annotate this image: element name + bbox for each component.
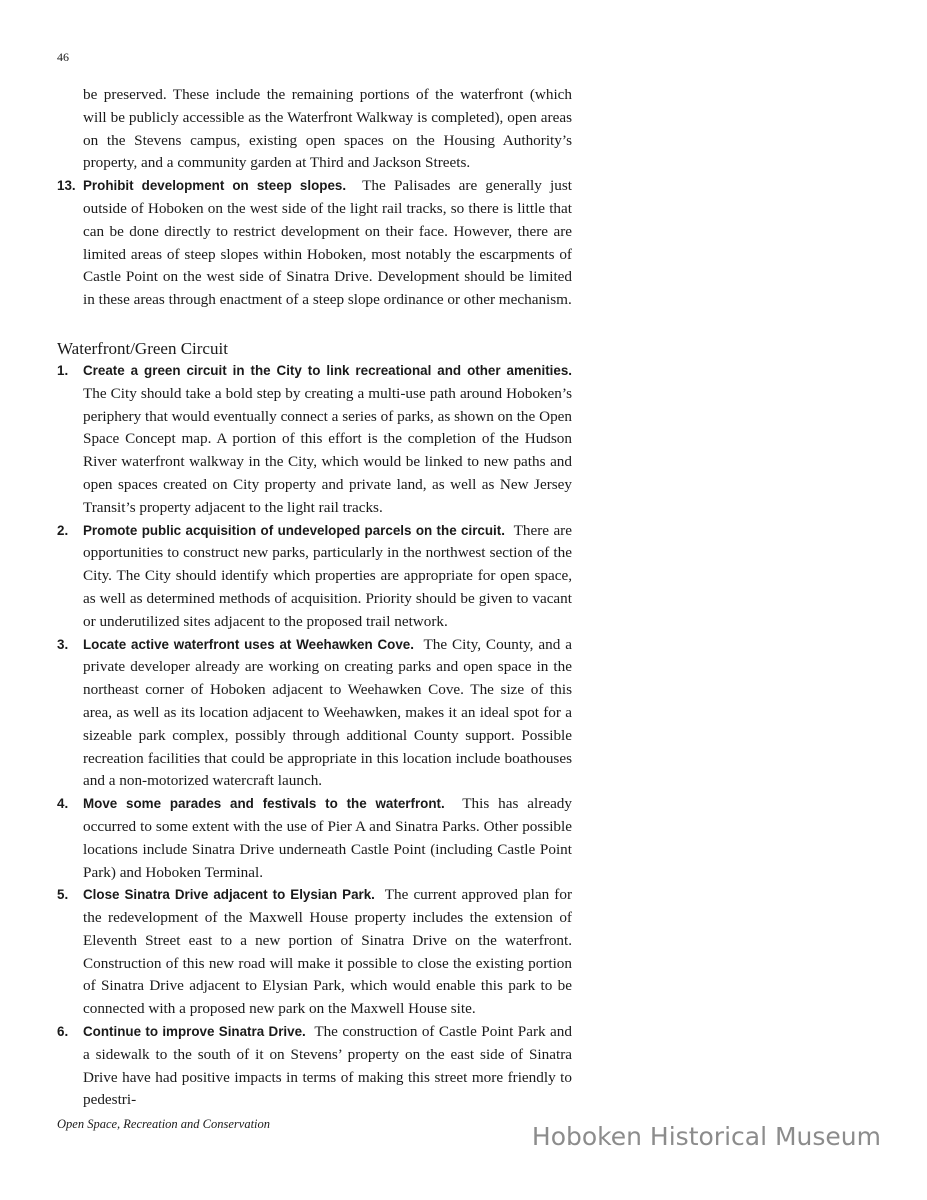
item-body: The City should take a bold step by creating a multi-use path around Hoboken’s periphery that would eventually connect a series of parks, as shown on the Open Space Concept map. A portion of this effort is the completion of the Hudson River waterfront walkway in the City, which would be linked to new paths and open spaces created on City property and private land, as well as New Jersey Transit’s property adjacent to the light rail tracks. [83,384,572,516]
item-body: There are opportunities to construct new parks, particularly in the northwest section of the City. The City should identify which properties are appropriate for open space, as well as determined methods of acquisition. Priority should be given to vacant or underutilized sites adjacent to the proposed trail network. [83,521,572,630]
list-item [57,634,572,794]
page-number: 46 [57,50,69,64]
item-number: 1. [57,362,69,378]
item-title: Promote public acquisition of undeveloped parcels on the circuit. [83,522,505,538]
item-title: Create a green circuit in the City to link recreational and other amenities. [83,362,572,378]
item-number: 3. [57,636,69,652]
watermark: Hoboken Historical Museum [531,1122,881,1151]
item-number: 6. [57,1024,69,1040]
item-title: Move some parades and festivals to the waterfront. [83,796,445,812]
item-body: The Palisades are generally just outside of Hoboken on the west side of the light rail tracks, so there is little that can be done directly to restrict development on their face. However, there are limited areas of steep slopes within Hoboken, most notably the escarpments of Castle Point on the west side of Sinatra Drive. Development should be limited in these areas through enactment of a steep slope ordinance or other mechanism. [83,177,572,309]
page-content [57,84,572,1112]
item-number: 2. [57,522,69,538]
item-body: The current approved plan for the redevelopment of the Maxwell House property includes the extension of Eleventh Street east to a new portion of Sinatra Drive on the waterfront. Construction of this new road will make it possible to close the existing portion of Sinatra Drive adjacent to Elysian Park, which would enable this park to be connected with a proposed new park on the Maxwell House site. [83,886,573,1018]
intro-paragraph: be preserved. These include the remaining portions of the waterfront (which will be publicly accessible as the Waterfront Walkway is completed), open areas on the Stevens campus, existing open spaces on the Housing Authority’s property, and a community garden at Third and Jackson Streets. [83,86,572,172]
list-item [57,520,572,634]
item-body: The construction of Castle Point Park and a sidewalk to the south of it on Stevens’ property on the east side of Sinatra Drive have had positive impacts in terms of making this street more friendly to pedestri- [83,1023,572,1109]
item-title: Locate active waterfront uses at Weehawken Cove. [83,636,414,652]
item-number: 13. [57,178,76,194]
list-item [57,360,572,520]
item-body: The City, County, and a private developer already are working on creating parks and open space in the northeast corner of Hoboken adjacent to Weehawken Cove. The size of this area, as well as its location adjacent to Weehawken, makes it an ideal spot for a sizeable park complex, possibly through additional County support. Possible recreation facilities that could be appropriate in this location include boathouses and a non-motorized watercraft launch. [83,635,572,790]
footer-title: Open Space, Recreation and Conservation [57,1117,271,1131]
item-title: Prohibit development on steep slopes. [83,178,347,194]
list-item [57,1021,572,1112]
list-item [57,793,572,884]
list-item [57,175,572,312]
item-number: 4. [57,796,69,812]
section-heading: Waterfront/Green Circuit [57,338,228,358]
item-title: Continue to improve Sinatra Drive. [83,1024,306,1040]
item-number: 5. [57,887,69,903]
item-title: Close Sinatra Drive adjacent to Elysian Park. [83,887,375,903]
item-body: This has already occurred to some extent with the use of Pier A and Sinatra Parks. Other possible locations include Sinatra Drive underneath Castle Point (including Castle Point Park) and Hoboken Terminal. [83,795,572,881]
list-item [57,884,572,1021]
